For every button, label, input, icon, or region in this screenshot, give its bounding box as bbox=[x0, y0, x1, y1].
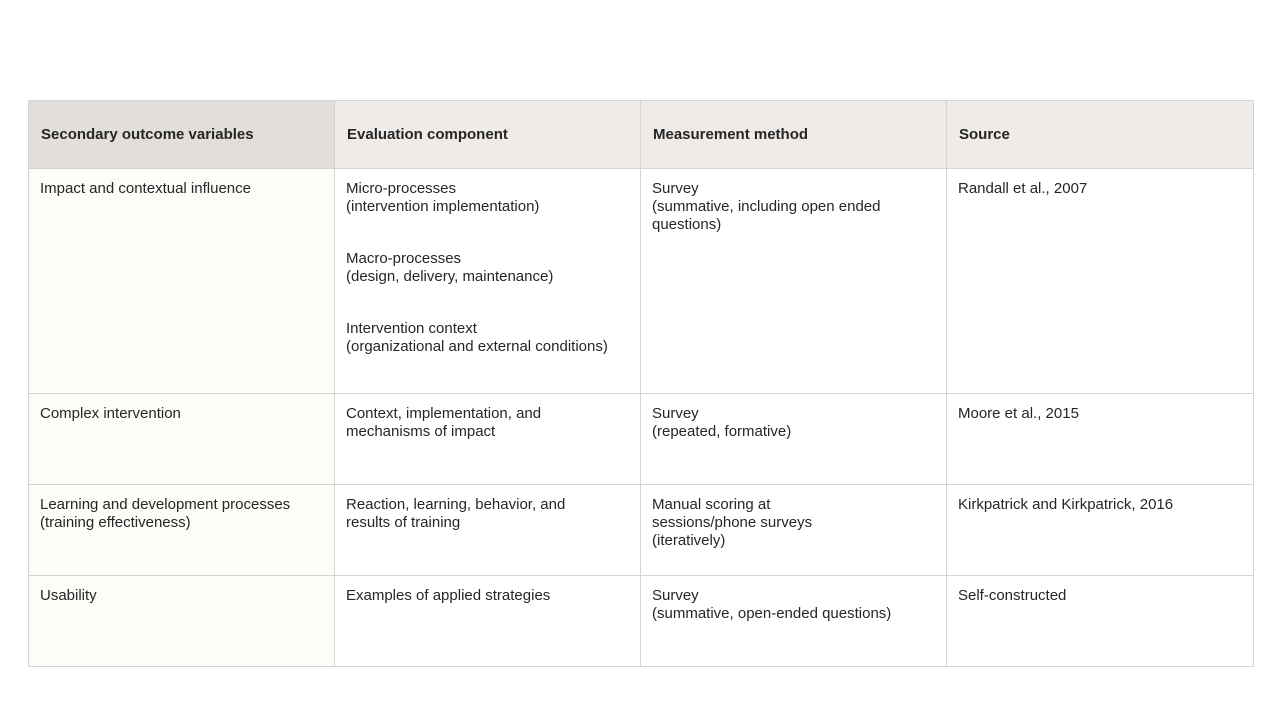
component-line: Context, implementation, and bbox=[346, 405, 542, 422]
method-line: (summative, including open ended bbox=[652, 198, 881, 215]
method-line: questions) bbox=[652, 216, 722, 233]
variable-line: Learning and development processes bbox=[40, 496, 291, 513]
table-row bbox=[29, 394, 1254, 485]
component-line: Macro-processes bbox=[346, 250, 462, 267]
method-line: (repeated, formative) bbox=[652, 423, 792, 440]
header-evaluation-component: Evaluation component bbox=[335, 101, 641, 169]
source-cell bbox=[947, 576, 1254, 667]
method-cell bbox=[641, 576, 947, 667]
outcome-variables-table bbox=[28, 100, 1254, 667]
component-line: (design, delivery, maintenance) bbox=[346, 268, 554, 285]
method-line: (iteratively) bbox=[652, 532, 726, 549]
method-line: Manual scoring at bbox=[652, 496, 771, 513]
component-line: (organizational and external conditions) bbox=[346, 338, 608, 355]
component-line: results of training bbox=[346, 514, 461, 531]
table-row bbox=[29, 485, 1254, 576]
method-cell bbox=[641, 169, 947, 394]
component-block bbox=[346, 405, 629, 441]
component-block bbox=[346, 250, 629, 286]
source-cell bbox=[947, 394, 1254, 485]
component-cell bbox=[335, 169, 641, 394]
variable-cell bbox=[29, 394, 335, 485]
variable-cell bbox=[29, 485, 335, 576]
component-block bbox=[346, 496, 629, 532]
component-line: Intervention context bbox=[346, 320, 477, 337]
source-text: Randall et al., 2007 bbox=[958, 180, 1088, 197]
table-row bbox=[29, 169, 1254, 394]
variable-line: (training effectiveness) bbox=[40, 514, 191, 531]
component-line: Examples of applied strategies bbox=[346, 587, 551, 604]
header-secondary-outcome-variables: Secondary outcome variables bbox=[29, 101, 335, 169]
component-cell bbox=[335, 576, 641, 667]
header-source: Source bbox=[947, 101, 1254, 169]
source-text: Kirkpatrick and Kirkpatrick, 2016 bbox=[958, 496, 1174, 513]
variable-cell bbox=[29, 169, 335, 394]
method-cell bbox=[641, 485, 947, 576]
table-row bbox=[29, 576, 1254, 667]
variable-line: Usability bbox=[40, 587, 97, 604]
component-cell bbox=[335, 485, 641, 576]
method-cell bbox=[641, 394, 947, 485]
method-line: Survey bbox=[652, 405, 699, 422]
component-block bbox=[346, 587, 629, 605]
source-text: Self-constructed bbox=[958, 587, 1067, 604]
source-cell bbox=[947, 169, 1254, 394]
variable-line: Impact and contextual influence bbox=[40, 180, 251, 197]
component-cell bbox=[335, 394, 641, 485]
variable-line: Complex intervention bbox=[40, 405, 181, 422]
variable-cell bbox=[29, 576, 335, 667]
header-measurement-method: Measurement method bbox=[641, 101, 947, 169]
method-line: Survey bbox=[652, 587, 699, 604]
method-line: sessions/phone surveys bbox=[652, 514, 813, 531]
component-line: (intervention implementation) bbox=[346, 198, 540, 215]
component-block bbox=[346, 180, 629, 216]
source-text: Moore et al., 2015 bbox=[958, 405, 1079, 422]
method-line: (summative, open-ended questions) bbox=[652, 605, 892, 622]
component-line: Reaction, learning, behavior, and bbox=[346, 496, 566, 513]
source-cell bbox=[947, 485, 1254, 576]
header-row bbox=[29, 101, 1254, 169]
method-line: Survey bbox=[652, 180, 699, 197]
component-block bbox=[346, 320, 629, 356]
component-line: Micro-processes bbox=[346, 180, 457, 197]
component-line: mechanisms of impact bbox=[346, 423, 496, 440]
